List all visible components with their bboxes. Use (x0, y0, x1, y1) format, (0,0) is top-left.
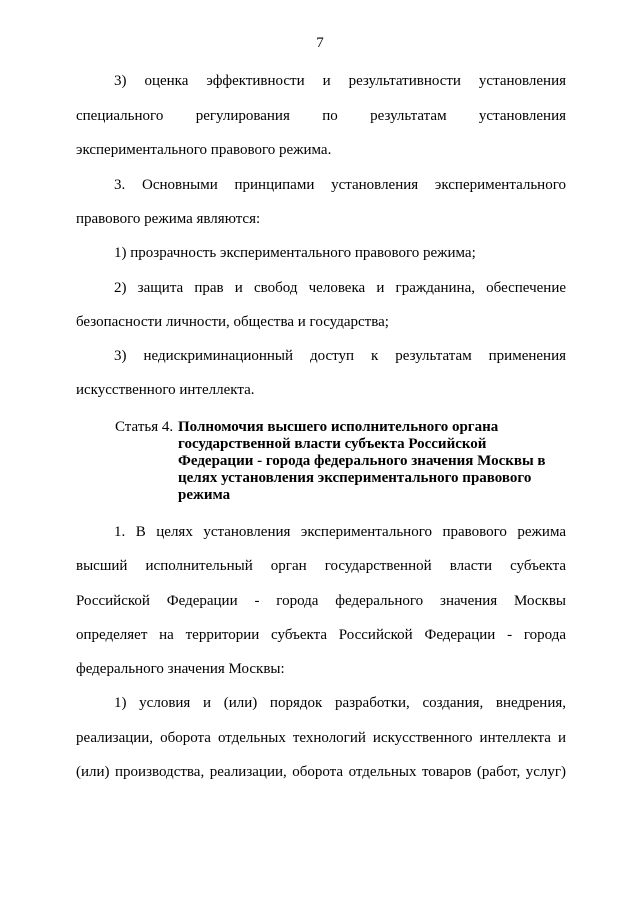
text-line: экспериментального правового режима. (76, 142, 332, 158)
article-title-line: государственной власти субъекта Российской (178, 436, 487, 452)
article-title-line: Федерации - города федерального значения Москвы в (178, 453, 546, 469)
text-line: 3) недискриминационный доступ к результатам применения (114, 348, 566, 364)
page-number: 7 (316, 35, 324, 51)
article-title-line: режима (178, 487, 231, 503)
text-line: реализации, оборота отдельных технологий искусственного интеллекта и (76, 730, 566, 746)
text-line: 1. В целях установления экспериментального правового режима (114, 524, 566, 540)
text-line: 2) защита прав и свобод человека и гражданина, обеспечение (114, 280, 566, 296)
text-line: федерального значения Москвы: (76, 661, 285, 677)
text-line: безопасности личности, общества и государства; (76, 314, 389, 330)
text-line: правового режима являются: (76, 211, 261, 227)
text-line: высший исполнительный орган государственной власти субъекта (76, 558, 566, 574)
text-line: Российской Федерации - города федерального значения Москвы (76, 593, 566, 609)
text-line: 1) прозрачность экспериментального правового режима; (114, 245, 476, 261)
text-line: 3. Основными принципами установления экспериментального (114, 177, 566, 193)
article-title-line: Полномочия высшего исполнительного органа (178, 419, 499, 435)
article-title-line: целях установления экспериментального правового (178, 470, 532, 486)
text-line: определяет на территории субъекта Российской Федерации - города (76, 627, 566, 643)
text-line: 3) оценка эффективности и результативности установления (114, 73, 566, 89)
text-line: 1) условия и (или) порядок разработки, создания, внедрения, (114, 695, 566, 711)
text-line: специального регулирования по результатам установления (76, 108, 566, 124)
text-line: (или) производства, реализации, оборота отдельных товаров (работ, услуг) (76, 764, 566, 780)
article-label: Статья 4. (115, 419, 174, 435)
text-line: искусственного интеллекта. (76, 382, 255, 398)
